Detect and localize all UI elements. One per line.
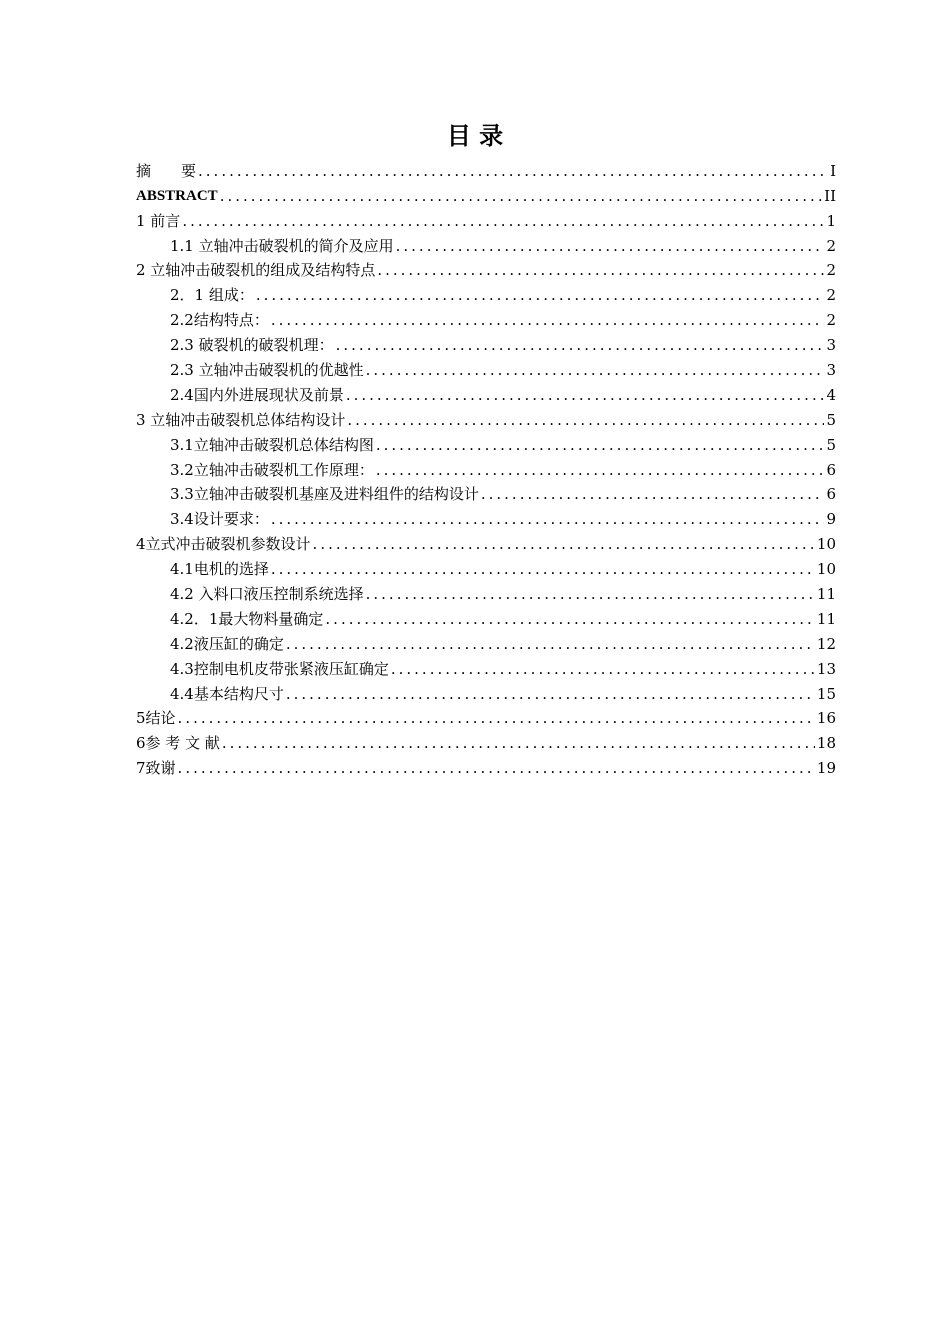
toc-dot-leader: [178, 709, 815, 727]
toc-dot-leader: [376, 436, 825, 454]
toc-entry[interactable]: [136, 752, 836, 777]
toc-dot-leader: [377, 261, 824, 279]
toc-entry-label: 3.3立轴冲击破裂机基座及进料组件的结构设计: [170, 485, 479, 504]
toc-entry[interactable]: [136, 329, 836, 354]
toc-entry-page-number: 2: [826, 311, 836, 330]
toc-dot-leader: [481, 485, 825, 503]
toc-entry-page-number: 11: [816, 609, 836, 628]
toc-entry-label: 2.3 立轴冲击破裂机的优越性: [170, 361, 364, 380]
toc-dot-leader: [346, 386, 825, 404]
toc-entry[interactable]: [136, 603, 836, 628]
toc-entry[interactable]: [136, 703, 836, 728]
toc-entry-page-number: 15: [816, 684, 836, 703]
toc-dot-leader: [220, 187, 822, 205]
toc-entry[interactable]: [136, 279, 836, 304]
toc-entry[interactable]: [136, 578, 836, 603]
toc-entry[interactable]: [136, 404, 836, 429]
toc-entry[interactable]: [136, 304, 836, 329]
toc-entry[interactable]: [136, 553, 836, 578]
toc-entry-label: 4.1电机的选择: [170, 560, 269, 579]
toc-entry-page-number: 18: [816, 734, 836, 753]
toc-entry-label: 3.2立轴冲击破裂机工作原理：: [170, 460, 374, 479]
toc-entry-page-number: 19: [816, 759, 836, 778]
toc-dot-leader: [198, 162, 828, 180]
toc-entry-page-number: 2: [826, 236, 836, 255]
toc-entry-label: 2.2结构特点：: [170, 311, 269, 330]
toc-entry-page-number: 10: [816, 560, 836, 579]
toc-dot-leader: [336, 336, 825, 354]
toc-entry-label: 4.4基本结构尺寸: [170, 684, 284, 703]
toc-entry-label: 3.4设计要求：: [170, 510, 269, 529]
toc-entry-label: 2.4国内外进展现状及前景: [170, 385, 344, 404]
toc-entry-label: 2 立轴冲击破裂机的组成及结构特点: [136, 261, 376, 280]
toc-entry-page-number: 16: [816, 709, 836, 728]
toc-entry[interactable]: [136, 727, 836, 752]
toc-entry-label: 1 前言: [136, 211, 181, 230]
toc-entry[interactable]: [136, 628, 836, 653]
toc-entry-page-number: 6: [826, 460, 836, 479]
toc-dot-leader: [286, 635, 815, 653]
toc-entry-page-number: I: [830, 161, 836, 180]
toc-dot-leader: [366, 585, 815, 603]
toc-dot-leader: [396, 237, 825, 255]
toc-entry-label: 3.1立轴冲击破裂机总体结构图: [170, 435, 374, 454]
toc-entry-page-number: 2: [826, 261, 836, 280]
toc-entry[interactable]: [136, 180, 836, 205]
toc-entry-label: 6参 考 文 献: [136, 734, 220, 753]
toc-entry-label: 4.2液压缸的确定: [170, 634, 284, 653]
toc-dot-leader: [376, 461, 825, 479]
toc-dot-leader: [222, 734, 815, 752]
toc-dot-leader: [271, 560, 815, 578]
toc-entry-page-number: 1: [826, 211, 836, 230]
toc-entry[interactable]: [136, 255, 836, 280]
toc-entry-page-number: 5: [826, 435, 836, 454]
toc-entry[interactable]: [136, 205, 836, 230]
toc-entry[interactable]: [136, 454, 836, 479]
toc-entry-page-number: 10: [816, 535, 836, 554]
toc-dot-leader: [286, 685, 815, 703]
toc-entry-label: 2.3 破裂机的破裂机理：: [170, 336, 334, 355]
toc-entry-page-number: 9: [826, 510, 836, 529]
toc-entry-label: 5结论: [136, 709, 176, 728]
toc-entry-page-number: 13: [816, 659, 836, 678]
toc-entry-label: ABSTRACT: [136, 187, 218, 204]
toc-dot-leader: [366, 361, 825, 379]
toc-entry[interactable]: [136, 354, 836, 379]
toc-entry-page-number: 3: [826, 336, 836, 355]
toc-entry-label: 4.3控制电机皮带张紧液压缸确定: [170, 659, 389, 678]
toc-entry-page-number: 11: [816, 585, 836, 604]
toc-dot-leader: [182, 212, 824, 230]
toc-entry-page-number: 2: [826, 286, 836, 305]
toc-entry-label: 2．1 组成：: [170, 286, 254, 305]
toc-entry-page-number: 3: [826, 361, 836, 380]
toc-entry-page-number: 6: [826, 485, 836, 504]
toc-entry[interactable]: [136, 429, 836, 454]
toc-dot-leader: [391, 660, 815, 678]
toc-entry[interactable]: [136, 479, 836, 504]
toc-dot-leader: [178, 759, 815, 777]
toc-dot-leader: [347, 411, 824, 429]
toc-entry-label: 7致谢: [136, 759, 176, 778]
toc-dot-leader: [256, 286, 825, 304]
toc-dot-leader: [313, 535, 815, 553]
toc-entry[interactable]: [136, 653, 836, 678]
toc-entry[interactable]: [136, 528, 836, 553]
toc-dot-leader: [271, 311, 825, 329]
toc-entry-label: 4立式冲击破裂机参数设计: [136, 535, 311, 554]
toc-entry-label: 摘 要: [136, 161, 197, 180]
toc-entry-page-number: 4: [826, 385, 836, 404]
toc-entry[interactable]: [136, 503, 836, 528]
toc-entry-page-number: 12: [816, 634, 836, 653]
toc-entry-page-number: II: [824, 186, 836, 205]
toc-entry[interactable]: [136, 678, 836, 703]
toc-title: 目 录: [446, 122, 504, 150]
toc-entry-label: 4.2 入料口液压控制系统选择: [170, 585, 364, 604]
toc-entry-label: 3 立轴冲击破裂机总体结构设计: [136, 410, 346, 429]
toc-entry[interactable]: [136, 155, 836, 180]
toc-entry-label: 1.1 立轴冲击破裂机的简介及应用: [170, 236, 394, 255]
toc-entry-label: 4.2．1最大物料量确定: [170, 609, 324, 628]
toc-list: [136, 155, 836, 777]
toc-dot-leader: [325, 610, 815, 628]
toc-entry[interactable]: [136, 379, 836, 404]
toc-dot-leader: [271, 510, 825, 528]
toc-entry-page-number: 5: [826, 410, 836, 429]
toc-entry[interactable]: [136, 230, 836, 255]
